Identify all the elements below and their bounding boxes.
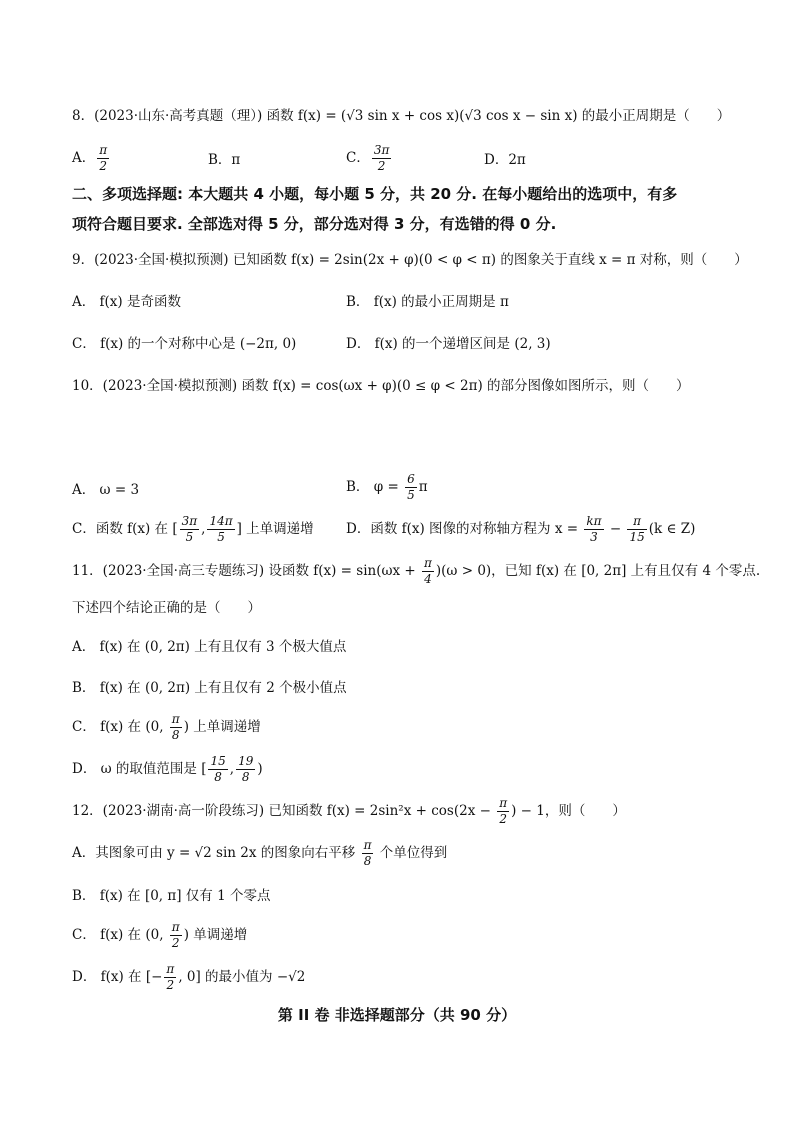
q11-option-b: B． f(x) 在 (0, 2π) 上有且仅有 2 个极小值点	[72, 680, 347, 696]
q8-option-c: C． $\frac{3\pi}{2}$	[346, 143, 390, 173]
q12-option-a: A．其图象可由 y = √2 sin 2x 的图象向右平移 $\frac{\pi}{8}$ 个单位得到	[72, 838, 448, 868]
q8-option-a: A． $\frac{\pi}{2}$	[72, 143, 108, 173]
q9-option-c: C． f(x) 的一个对称中心是 (−2π, 0)	[72, 336, 297, 352]
q10-option-b: B． φ = $\frac{6}{5}$ π	[346, 472, 428, 502]
q12-option-b: B． f(x) 在 [0, π] 仅有 1 个零点	[72, 888, 271, 904]
q8-option-d: D．2π	[484, 152, 526, 168]
q11-option-d: D． ω 的取值范围是 [ $\frac{15}{8}$ , $\frac{19}{8}$ )	[72, 754, 263, 784]
section2-instructions: 项符合题目要求. 全部选对得 5 分，部分选对得 3 分，有选错的得 0 分.	[72, 215, 557, 233]
q9-option-d: D． f(x) 的一个递增区间是 (2, 3)	[346, 336, 551, 352]
q9-option-b: B． f(x) 的最小正周期是 π	[346, 294, 509, 310]
q11-option-a: A． f(x) 在 (0, 2π) 上有且仅有 3 个极大值点	[72, 639, 347, 655]
section2-heading: 二、多项选择题: 本大题共 4 小题，每小题 5 分，共 20 分. 在每小题给出的选项中，有多	[72, 185, 678, 203]
q10-option-a: A． ω = 3	[72, 482, 140, 498]
q12-option-d: D． f(x) 在 [− $\frac{\pi}{2}$ , 0] 的最小值为 −√2	[72, 962, 306, 992]
q11-option-c: C． f(x) 在 (0, $\frac{\pi}{8}$ ) 上单调递增	[72, 712, 261, 742]
q9-stem: 9．(2023·全国·模拟预测) 已知函数 f(x) = 2sin(2x + φ)(0 < φ < π) 的图象关于直线 x = π 对称，则（ ）	[72, 252, 748, 268]
q12-option-c: C． f(x) 在 (0, $\frac{\pi}{2}$ ) 单调递增	[72, 920, 248, 950]
q9-option-a: A． f(x) 是奇函数	[72, 294, 181, 310]
part2-title: 第 II 卷 非选择题部分（共 90 分）	[277, 1006, 517, 1024]
q8-option-b: B．π	[208, 152, 241, 168]
q10-option-c: C．函数 f(x) 在 [ $\frac{3\pi}{5}$ , $\frac{14\pi}{5}$ ] 上单调递增	[72, 514, 314, 544]
q8-stem: 8．(2023·山东·高考真题（理）) 函数 f(x) = (√3 sin x + cos x)(√3 cos x − sin x) 的最小正周期是（ ）	[72, 108, 731, 124]
q10-option-d: D．函数 f(x) 图像的对称轴方程为 x = $\frac{k\pi}{3}$ − $\frac{\pi}{15}$ (k ∈ Z)	[346, 514, 696, 544]
q10-stem: 10．(2023·全国·模拟预测) 函数 f(x) = cos(ωx + φ)(0 ≤ φ < 2π) 的部分图像如图所示，则（ ）	[72, 378, 690, 394]
q12-stem: 12．(2023·湖南·高一阶段练习) 已知函数 f(x) = 2sin²x + cos(2x − $\frac{\pi}{2}$ ) − 1，则（ ）	[72, 796, 626, 826]
q11-stem: 11．(2023·全国·高三专题练习) 设函数 f(x) = sin(ωx + $\frac{\pi}{4}$ )(ω > 0)，已知 f(x) 在 [0, 2π] 上有且仅有 4 个零点.	[72, 556, 761, 586]
q11-stem-line2: 下述四个结论正确的是（ ）	[72, 600, 261, 616]
